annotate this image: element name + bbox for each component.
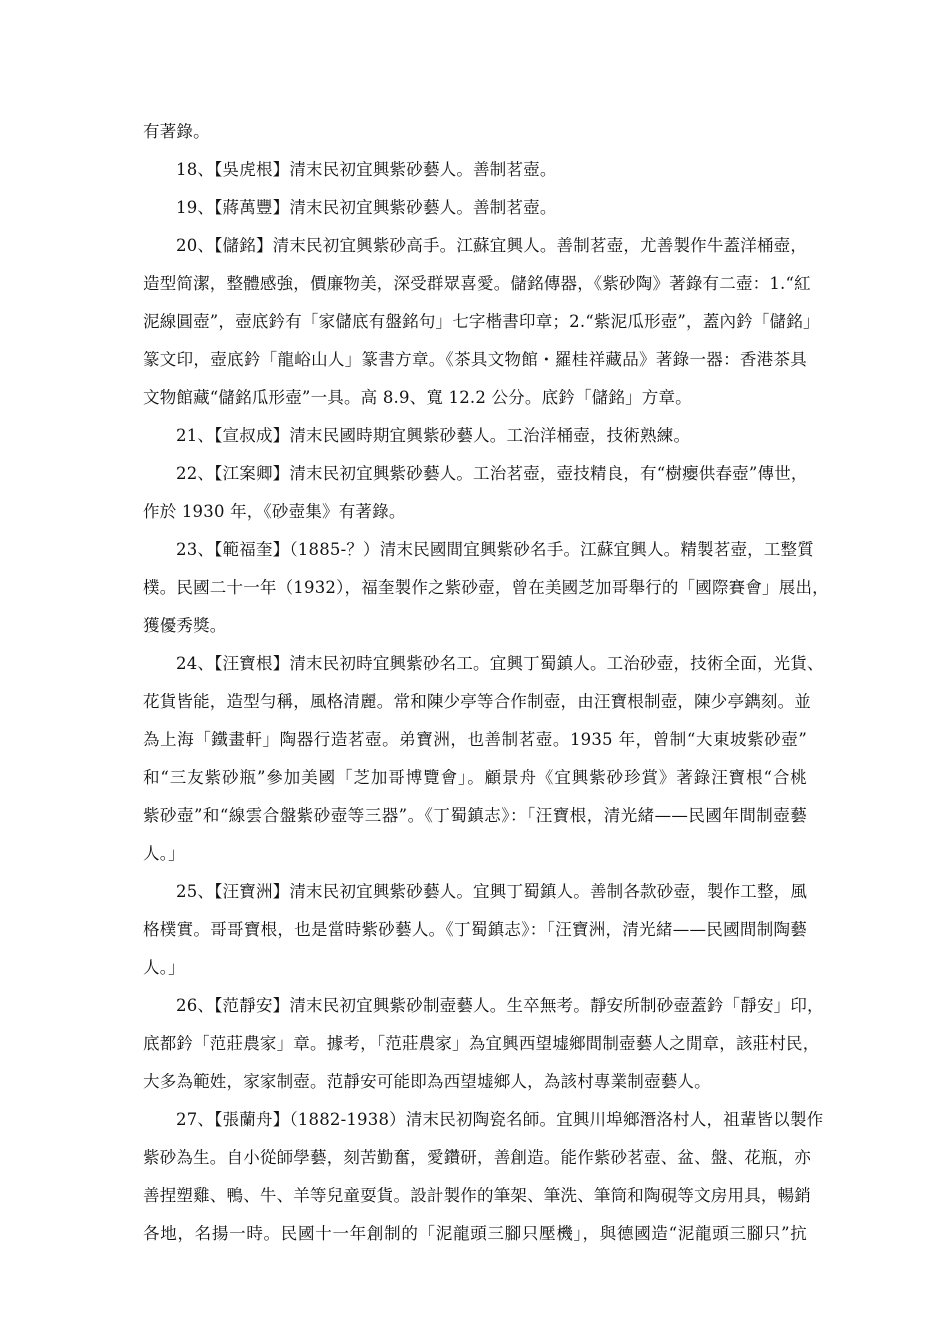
- text-line: 篆文印，壺底鈐「龍峪山人」篆書方章。《茶具文物館・羅桂祥藏品》著錄一器：香港茶具: [143, 350, 807, 369]
- document-body: [143, 113, 829, 1253]
- text-line: 文物館藏“儲銘瓜形壺”一具。高 8.9、寬 12.2 公分。底鈐「儲銘」方章。: [143, 388, 692, 407]
- text-line: 獲優秀獎。: [143, 616, 227, 635]
- text-line: 泥線圓壺”，壺底鈐有「家儲底有盤銘句」七字楷書印章；2.“紫泥瓜形壺”，蓋內鈐「儲銘」: [143, 312, 820, 331]
- text-line: 18、【吳虎根】清末民初宜興紫砂藝人。善制茗壺。: [176, 160, 557, 179]
- text-line: 25、【汪寶洲】清末民初宜興紫砂藝人。宜興丁蜀鎮人。善制各款砂壺，製作工整，風: [176, 882, 808, 901]
- text-line: 紫砂壺”和“線雲合盤紫砂壺等三器”。《丁蜀鎮志》：「汪寶根，清光緒——民國年間制壺藝: [143, 806, 807, 825]
- text-line: 和“三友紫砂瓶”參加美國「芝加哥博覽會」。顧景舟《宜興紫砂珍賞》著錄汪寶根“合桃: [143, 768, 807, 787]
- text-line: 有著錄。: [143, 122, 210, 141]
- text-line: 22、【江案卿】清末民初宜興紫砂藝人。工治茗壺，壺技精良，有“樹癭供春壺”傳世，: [176, 464, 808, 483]
- text-line: 樸。民國二十一年（1932），福奎製作之紫砂壺，曾在美國芝加哥舉行的「國際賽會」展出，: [143, 578, 829, 597]
- text-line: 23、【範福奎】（1885-？）清末民國間宜興紫砂名手。江蘇宜興人。精製茗壺，工整質: [176, 540, 814, 559]
- text-line: 底都鈐「范莊農家」章。據考，「范莊農家」為宜興西望墟鄉間制壺藝人之閒章，該莊村民，: [143, 1034, 820, 1053]
- text-line: 為上海「鐵畫軒」陶器行造茗壺。弟寶洲，也善制茗壺。1935 年，曾制“大東坡紫砂壺”: [143, 730, 807, 749]
- text-line: 各地，名揚一時。民國十一年創制的「泥龍頭三腳只壓機」，與德國造“泥龍頭三腳只”抗: [143, 1224, 807, 1243]
- text-line: 大多為範姓，家家制壺。范靜安可能即為西望墟鄉人，為該村專業制壺藝人。: [143, 1072, 711, 1091]
- text-line: 格樸實。哥哥寶根，也是當時紫砂藝人。《丁蜀鎮志》：「汪寶洲，清光緒——民國間制陶藝: [143, 920, 807, 939]
- text-line: 人。」: [143, 844, 185, 863]
- text-line: 作於 1930 年，《砂壺集》有著錄。: [143, 502, 406, 521]
- text-line: 26、【范靜安】清末民初宜興紫砂制壺藝人。生卒無考。靜安所制砂壺蓋鈐「靜安」印，: [176, 996, 824, 1015]
- text-line: 人。」: [143, 958, 185, 977]
- text-line: 善捏塑雞、鴨、牛、羊等兒童耍貨。設計製作的筆架、筆洗、筆筒和陶硯等文房用具，暢銷: [143, 1186, 811, 1205]
- text-line: 20、【儲銘】清末民初宜興紫砂高手。江蘇宜興人。善制茗壺，尤善製作牛蓋洋桶壺，: [176, 236, 808, 255]
- text-line: 24、【汪寶根】清末民初時宜興紫砂名工。宜興丁蜀鎮人。工治砂壺，技術全面，光貨、: [176, 654, 824, 673]
- text-line: 19、【蔣萬豐】清末民初宜興紫砂藝人。善制茗壺。: [176, 198, 557, 217]
- text-line: 造型简潔，整體感強，價廉物美，深受群眾喜愛。儲銘傳器，《紫砂陶》著錄有二壺：1.“紅: [143, 274, 811, 293]
- text-line: 紫砂為生。自小從師學藝，刻苦勤奮，愛鑽研，善創造。能作紫砂茗壺、盆、盤、花瓶，亦: [143, 1148, 811, 1167]
- text-line: 21、【宣叔成】清末民國時期宜興紫砂藝人。工治洋桶壺，技術熟練。: [176, 426, 691, 445]
- text-line: 花貨皆能，造型勻稱，風格清麗。常和陳少亭等合作制壺，由汪寶根制壺，陳少亭鐫刻。並: [143, 692, 811, 711]
- text-line: 27、【張蘭舟】（1882-1938）清末民初陶瓷名師。宜興川埠鄉潛洛村人，祖輩皆以製作: [176, 1110, 824, 1129]
